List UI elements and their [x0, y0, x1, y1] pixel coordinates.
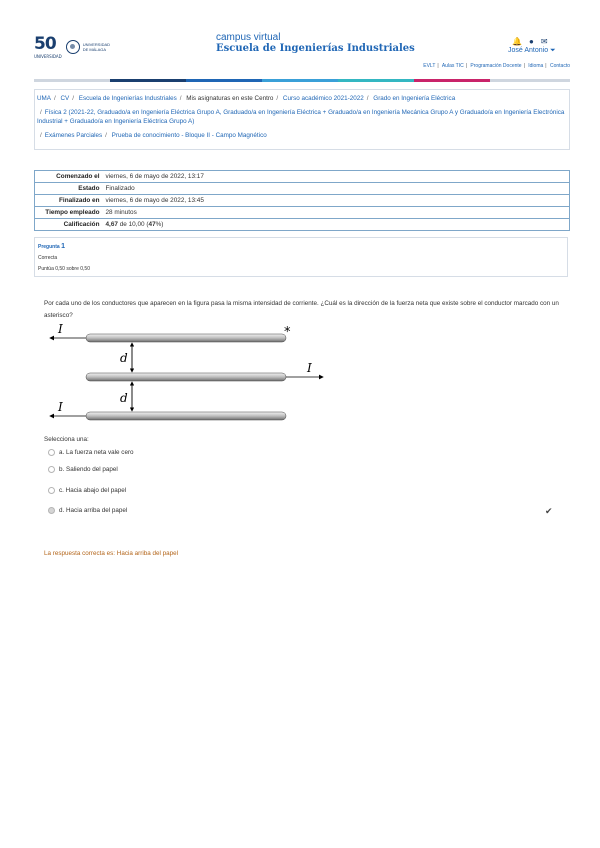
crumb-cv[interactable]: CV: [60, 95, 70, 102]
bottom-conductor: [86, 412, 286, 420]
attempt-summary-table: [34, 170, 570, 231]
table-row: [35, 183, 570, 195]
distance-label-lower: d: [120, 391, 128, 405]
crumb-curso[interactable]: Curso académico 2021-2022: [282, 95, 364, 102]
logo-university-text: UNIVERSIDAD DE MÁLAGA: [82, 41, 111, 52]
current-label-middle: I: [307, 361, 312, 375]
summary-label: Comenzado el: [56, 173, 100, 180]
crumb-grado[interactable]: Grado en Ingeniería Eléctrica: [373, 95, 456, 102]
table-row: [35, 195, 570, 207]
link-aulas-tic[interactable]: Aulas TIC: [441, 63, 464, 69]
link-contacto[interactable]: Contacto: [549, 63, 570, 69]
crumb-escuela[interactable]: Escuela de Ingenierías Industriales: [78, 95, 177, 102]
top-links: EVLT | Aulas TIC | Programación Docente | Idioma | Contacto: [423, 63, 570, 69]
crumb-uma[interactable]: UMA: [37, 95, 51, 102]
current-label-bottom: I: [58, 400, 63, 414]
user-icons: [512, 37, 548, 46]
correct-answer-feedback: La respuesta correcta es: Hacia arriba del papel: [44, 550, 179, 557]
page-header: [0, 0, 600, 80]
crumb-examenes[interactable]: Exámenes Parciales: [44, 132, 103, 139]
summary-value: viernes, 6 de mayo de 2022, 13:45: [105, 197, 204, 204]
question-score: Puntúa 0,50 sobre 0,50: [38, 266, 90, 272]
summary-value: viernes, 6 de mayo de 2022, 13:17: [105, 173, 204, 180]
table-row: [35, 219, 570, 231]
site-main-title: Escuela de Ingenierías Industriales: [216, 43, 415, 54]
distance-label-upper: d: [120, 351, 128, 365]
question-info-box: [34, 237, 568, 277]
radio-b[interactable]: [48, 466, 55, 473]
crumb-prueba[interactable]: Prueba de conocimiento - Bloque II - Campo Magnético: [111, 132, 267, 139]
summary-label: Calificación: [63, 221, 100, 228]
option-label: b. Saliendo del papel: [59, 466, 118, 473]
correct-check-icon: ✔: [545, 506, 553, 516]
option-label: a. La fuerza neta vale cero: [59, 449, 134, 456]
table-row: [35, 171, 570, 183]
radio-a[interactable]: [48, 449, 55, 456]
radio-c[interactable]: [48, 487, 55, 494]
link-programacion[interactable]: Programación Docente: [470, 63, 522, 69]
summary-value: Finalizado: [105, 185, 135, 192]
mail-icon[interactable]: ✉: [540, 37, 548, 46]
current-label-top: I: [58, 322, 63, 336]
question-status: Correcta: [38, 255, 58, 261]
university-seal-icon: [66, 40, 80, 54]
site-title[interactable]: [216, 32, 415, 54]
radio-d-selected[interactable]: [48, 507, 55, 514]
option-a[interactable]: [48, 449, 134, 456]
asterisk-marker: *: [284, 325, 291, 340]
color-bar: [34, 79, 570, 82]
logo-50-mark: 50 UNIVERSIDAD: [34, 34, 62, 59]
option-d[interactable]: [48, 507, 127, 514]
table-row: [35, 207, 570, 219]
summary-label: Tiempo empleado: [45, 209, 100, 216]
option-label: d. Hacia arriba del papel: [59, 507, 128, 514]
summary-label: Finalizado en: [59, 197, 100, 204]
crumb-mis-asignaturas[interactable]: Mis asignaturas en este Centro: [186, 95, 274, 102]
select-prompt: Selecciona una:: [44, 436, 89, 443]
summary-label: Estado: [78, 185, 100, 192]
chat-icon[interactable]: ●: [528, 37, 534, 46]
summary-value: 28 minutos: [105, 209, 137, 216]
question-number: Pregunta 1: [38, 243, 65, 250]
option-c[interactable]: [48, 487, 126, 494]
university-logo[interactable]: [34, 34, 111, 59]
option-label: c. Hacia abajo del papel: [59, 487, 127, 494]
breadcrumb: UMA / CV / Escuela de Ingenierías Industriales / Mis asignaturas en este Centro / Curso académico 2021-2022 / Grado en Ingeniería Eléctrica / Física 2 (2021-22, Graduado/a en Ingeniería Eléctrica Grupo A, Graduado/a en Ingeniería Eléctrica + Graduado/a en Ingeniería Mecánica Grupo A y Graduado/a en Ingeniería Electrónica Industrial + Graduado/a en Ingeniería Eléctrica Grupo A) / Exámenes Parciales / Prueba de conocimiento - Bloque II - Campo Magnético: [34, 89, 570, 150]
option-b[interactable]: [48, 466, 118, 473]
user-menu[interactable]: José Antonio ⏷: [508, 47, 556, 54]
question-text: Por cada uno de los conductores que aparecen en la figura pasa la misma intensidad de corriente. ¿Cuál es la dirección de la fuerza neta que existe sobre el conductor marcado con un asterisco?: [44, 300, 559, 319]
summary-grade: 4,67 de 10,00 (47%): [105, 221, 164, 228]
link-idioma[interactable]: Idioma: [528, 63, 544, 69]
middle-conductor: [86, 373, 286, 381]
top-conductor: [86, 334, 286, 342]
site-subtitle: campus virtual: [216, 32, 281, 43]
crumb-fisica2[interactable]: Física 2 (2021-22, Graduado/a en Ingeniería Eléctrica Grupo A, Graduado/a en Ingeniería Eléctrica + Graduado/a en Ingeniería Mecánica Grupo A y Graduado/a en Ingeniería Electrónica Industrial + Graduado/a en Ingeniería Eléctrica Grupo A): [37, 109, 565, 125]
bell-icon[interactable]: 🔔: [512, 37, 522, 46]
link-evlt[interactable]: EVLT: [423, 63, 436, 69]
conductors-figure: [40, 322, 330, 422]
